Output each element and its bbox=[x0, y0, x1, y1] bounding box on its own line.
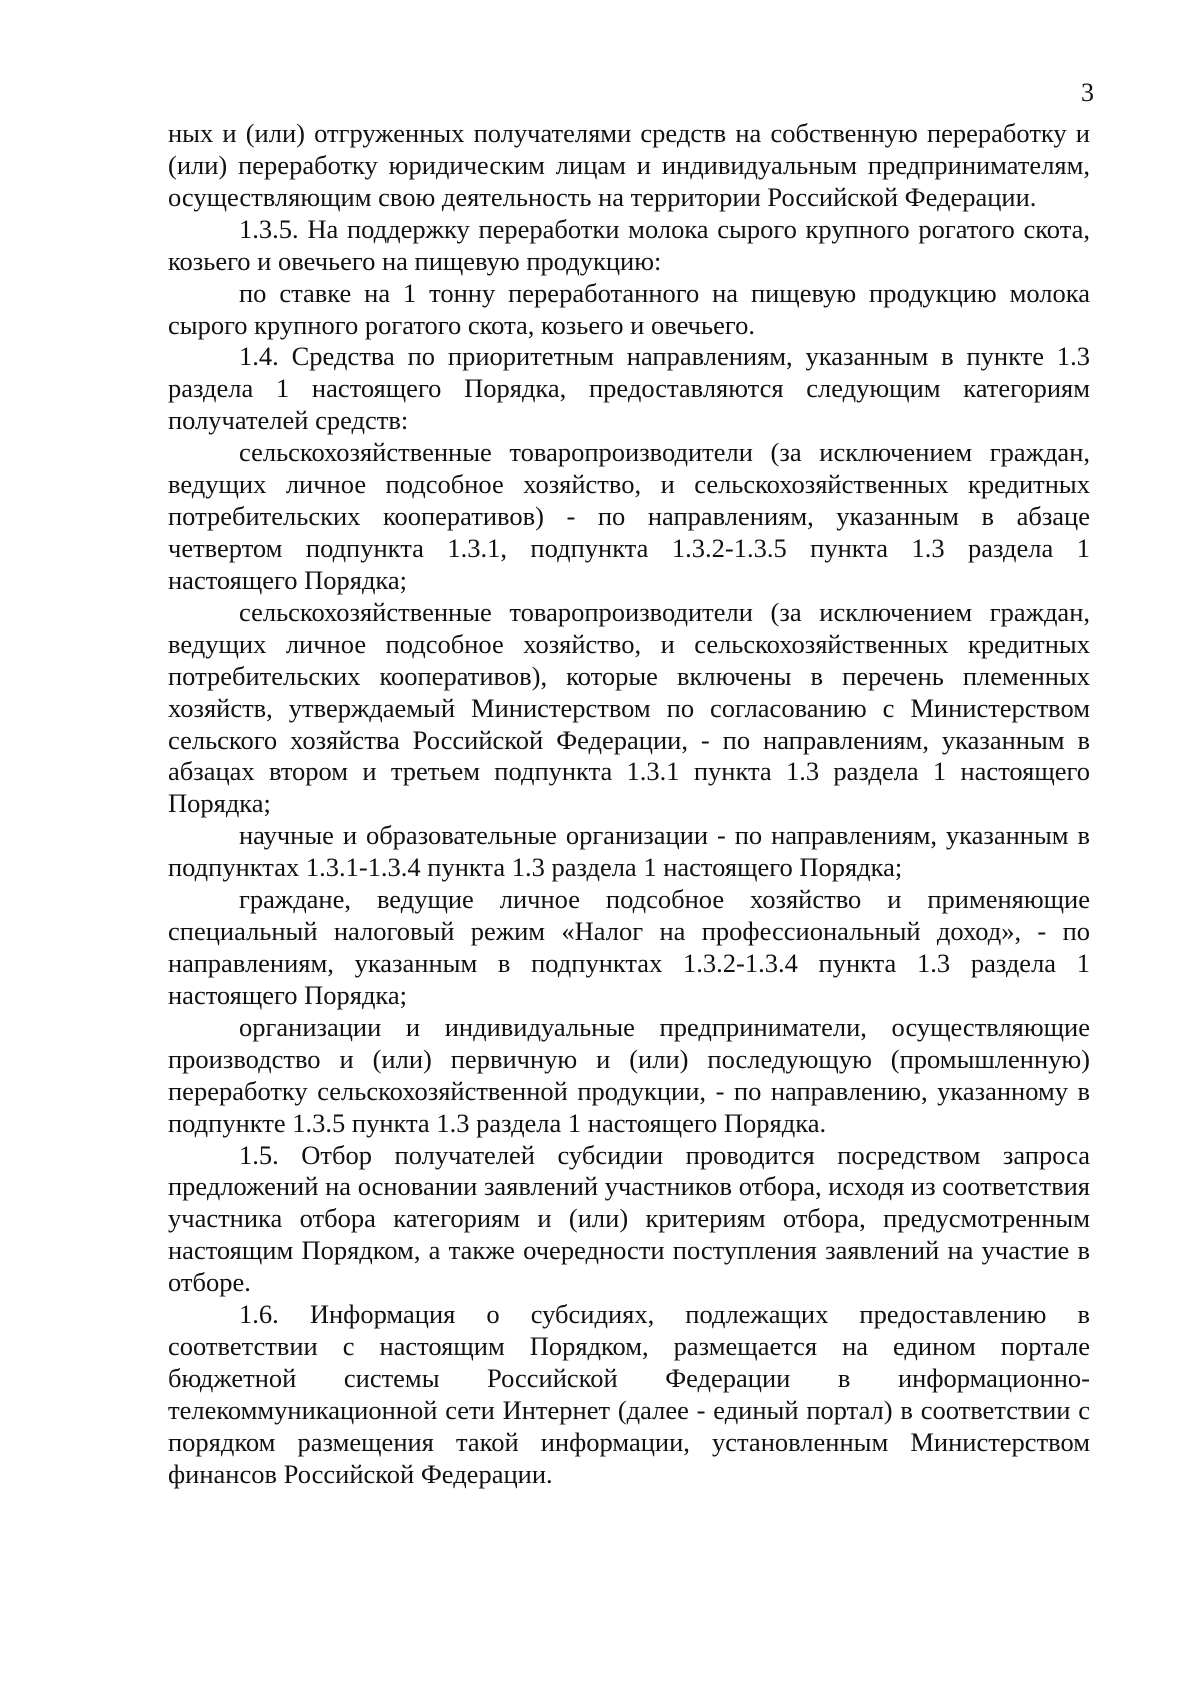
paragraph-1-3-5: 1.3.5. На поддержку переработки молока сырого крупного рогатого скота, козьего и овечьего на пищевую продукцию: bbox=[168, 213, 1090, 276]
paragraph-1-4: 1.4. Средства по приоритетным направлениям, указанным в пункте 1.3 раздела 1 настоящего Порядка, предоставляются следующим категориям получателей средств: bbox=[168, 341, 1090, 436]
paragraph-1-5: 1.5. Отбор получателей субсидии проводится посредством запроса предложений на основании заявлений участников отбора, исходя из соответствия участника отбора категориям и (или) критериям отбора, предусмотренным настоящим Порядком, а также очередности поступления заявлений на участие в отборе. bbox=[168, 1139, 1090, 1298]
paragraph-category-5: организации и индивидуальные предприниматели, осуществляющие производство и (или) первичную и (или) последующую (промышленную) переработку сельскохозяйственной продукции, - по направлению, указанному в подпункте 1.3.5 пункта 1.3 раздела 1 настоящего Порядка. bbox=[168, 1011, 1090, 1138]
page-number: 3 bbox=[1081, 78, 1094, 107]
paragraph-category-4: граждане, ведущие личное подсобное хозяйство и применяющие специальный налоговый режим «Налог на профессиональный доход», - по направлениям, указанным в подпунктах 1.3.2-1.3.4 пункта 1.3 раздела 1 настоящего Порядка; bbox=[168, 884, 1090, 1010]
paragraph-category-2: сельскохозяйственные товаропроизводители (за исключением граждан, ведущих личное подсобное хозяйство, и сельскохозяйственных кредитных потребительских кооперативов), которые включены в перечень племенных хозяйств, утверждаемый Министерством по согласованию с Министерством сельского хозяйства Российской Федерации, - по направлениям, указанным в абзацах втором и третьем подпункта 1.3.1 пункта 1.3 раздела 1 настоящего Порядка; bbox=[168, 596, 1090, 819]
paragraph-category-3: научные и образовательные организации - по направлениям, указанным в подпунктах 1.3.1-1.3.4 пункта 1.3 раздела 1 настоящего Порядка; bbox=[168, 820, 1090, 883]
document-body bbox=[168, 118, 1090, 1491]
paragraph-1-6: 1.6. Информация о субсидиях, подлежащих предоставлению в соответствии с настоящим Порядком, размещается на едином портале бюджетной системы Российской Федерации в информационно-телекоммуникационной сети Интернет (далее - единый портал) в соответствии с порядком размещения такой информации, установленным Министерством финансов Российской Федерации. bbox=[168, 1299, 1090, 1489]
paragraph-rate: по ставке на 1 тонну переработанного на пищевую продукцию молока сырого крупного рогатого скота, козьего и овечьего. bbox=[168, 277, 1090, 340]
paragraph-category-1: сельскохозяйственные товаропроизводители (за исключением граждан, ведущих личное подсобное хозяйство, и сельскохозяйственных кредитных потребительских кооперативов) - по направлениям, указанным в абзаце четвертом подпункта 1.3.1, подпункта 1.3.2-1.3.5 пункта 1.3 раздела 1 настоящего Порядка; bbox=[168, 437, 1090, 595]
paragraph-continuation: ных и (или) отгруженных получателями средств на собственную переработку и (или) переработку юридическим лицам и индивидуальным предпринимателям, осуществляющим свою деятельность на территории Российской Федерации. bbox=[168, 118, 1090, 212]
